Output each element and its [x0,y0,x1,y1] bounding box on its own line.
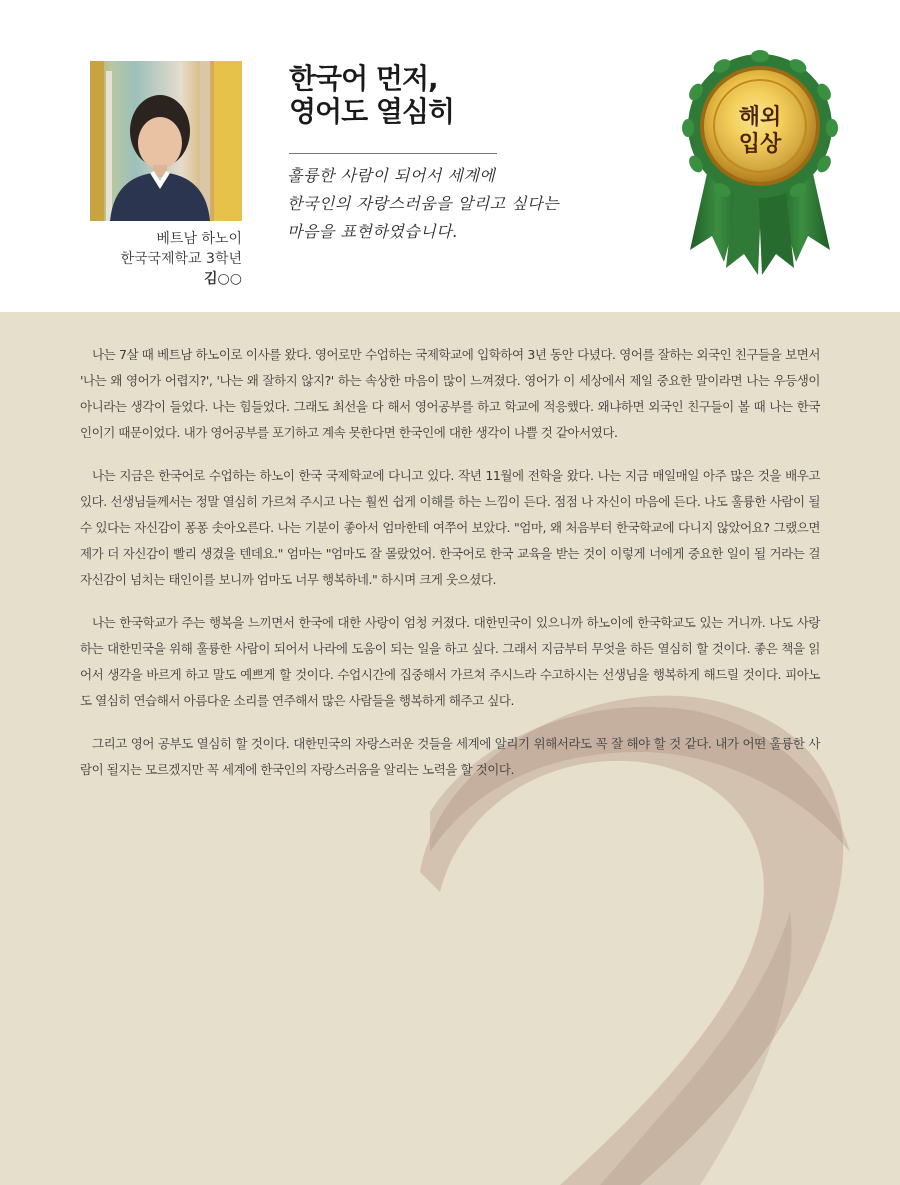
title-line-2: 영어도 열심히 [289,95,455,128]
student-photo [90,61,242,221]
quote-line-3: 마음을 표현하였습니다. [287,222,458,241]
award-badge [680,50,840,275]
article-title [289,62,609,128]
student-name: 김○○ [204,271,242,287]
paragraph-2: 나는 지금은 한국어로 수업하는 하노이 한국 국제학교에 다니고 있다. 작년 11월에 전학을 왔다. 나는 지금 매일매일 아주 많은 것을 배우고 있다. 선생님들께서는 정말 열심히 가르쳐 주시고 나는 훨씬 쉽게 이해를 하는 느낌이 든다. 점점 나 자신이 마음에 든다. 나도 훌륭한 사람이 될 수 있다는 자신감이 퐁퐁 솟아오른다. 나는 기분이 좋아서 엄마한테 여쭈어 보았다. "엄마, 왜 처음부터 한국학교에 다니지 않았어요? 그랬으면 제가 더 자신감이 빨리 생겼을 텐데요." 엄마는 "엄마도 잘 몰랐었어. 한국어로 한국 교육을 받는 것이 이렇게 너에게 중요한 일이 될 거라는 걸 자신감이 넘치는 태인이를 보니까 엄마도 너무 행복하네." 하시며 크게 웃으셨다. [80,468,820,587]
paragraph-1: 나는 7살 때 베트남 하노이로 이사를 왔다. 영어로만 수업하는 국제학교에 입학하여 3년 동안 다녔다. 영어를 잘하는 외국인 친구들을 보면서 '나는 왜 영어가 어렵지?', '나는 왜 잘하지 않지?' 하는 속상한 마음이 많이 느껴졌다. 영어가 이 세상에서 제일 중요한 말이라면 나는 우등생이 아니라는 생각이 들었다. 나는 힘들었다. 그래도 최선을 다 해서 영어공부를 하고 학교에 적응했다. 왜냐하면 외국인 친구들이 볼 때 나는 한국인이기 때문이었다. 내가 영어공부를 포기하고 계속 못한다면 한국인에 대한 생각이 나쁠 것 같아서였다. [80,347,820,440]
article-text [80,342,820,800]
summary-quote [287,162,607,246]
header-section [0,0,900,312]
award-badge-line-1: 해외 [738,105,782,130]
quote-line-2: 한국인의 자랑스러움을 알리고 싶다는 [287,194,560,213]
paragraph-3: 나는 한국학교가 주는 행복을 느끼면서 한국에 대한 사랑이 엄청 커졌다. 대한민국이 있으니까 하노이에 한국학교도 있는 거니까. 나도 사랑하는 대한민국을 위해 훌륭한 사람이 되어서 나라에 도움이 되는 일을 하고 싶다. 그래서 지금부터 무엇을 하든 열심히 할 것이다. 좋은 책을 읽어서 생각을 바르게 하고 말도 예쁘게 할 것이다. 수업시간에 집중해서 가르쳐 주시느라 수고하시는 선생님을 행복하게 해드릴 것이다. 피아노도 열심히 연습해서 아름다운 소리를 연주해서 많은 사람들을 행복하게 해주고 싶다. [80,615,820,708]
award-badge-line-2: 입상 [738,132,782,157]
title-divider [289,153,497,154]
student-caption [95,229,242,289]
paragraph-4: 그리고 영어 공부도 열심히 할 것이다. 대한민국의 자랑스러운 것들을 세계에 알리기 위해서라도 꼭 잘 해야 할 것 같다. 내가 어떤 훌륭한 사람이 될지는 모르겠지만 꼭 세계에 한국인의 자랑스러움을 알리는 노력을 할 것이다. [80,736,820,777]
quote-line-1: 훌륭한 사람이 되어서 세계에 [287,166,496,185]
student-location: 베트남 하노이 [156,231,242,247]
student-school-grade: 한국국제학교 3학년 [120,251,242,267]
title-line-1: 한국어 먼저, [289,62,438,95]
article-body-section [0,312,900,1185]
